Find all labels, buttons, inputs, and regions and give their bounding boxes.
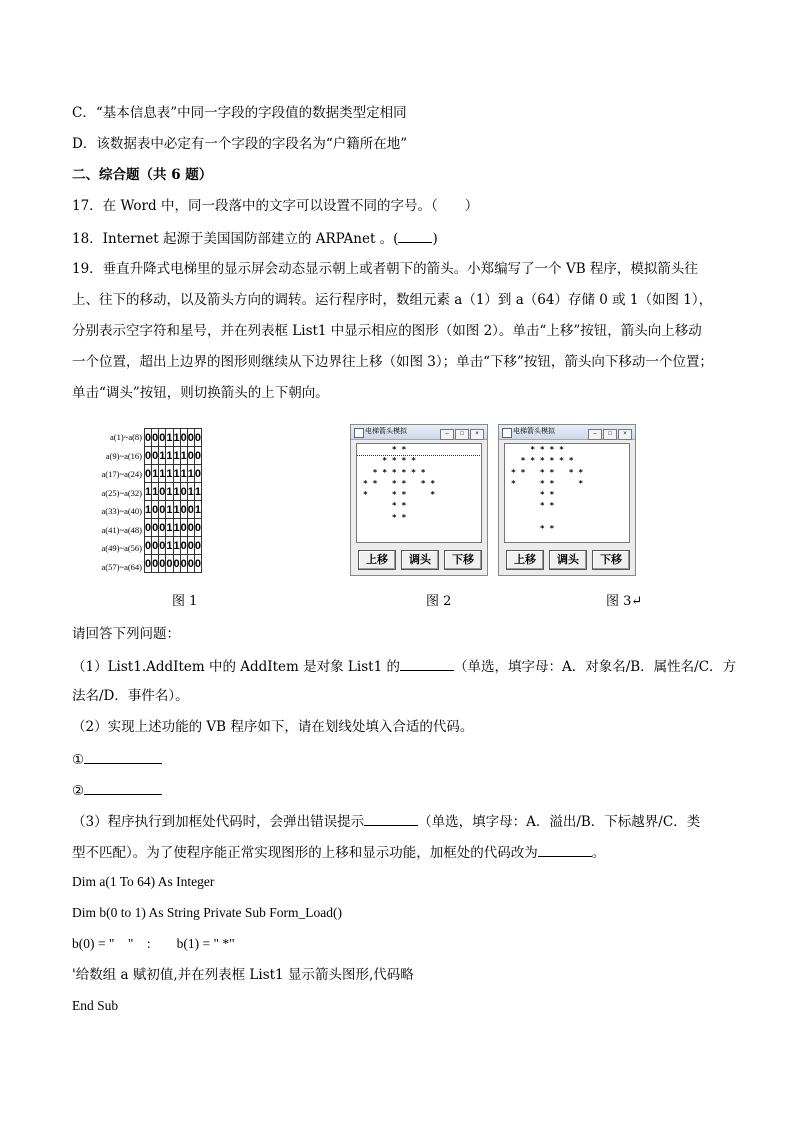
grid-row	[145, 501, 202, 519]
grid-cell: 0	[187, 447, 194, 465]
code-line-5: End Sub	[72, 998, 119, 1013]
grid-cell: 0	[152, 447, 159, 465]
grid-cell: 1	[194, 483, 201, 501]
part-3-end: 。	[591, 845, 606, 861]
row-label: a(9)~a(16)	[105, 450, 142, 461]
part-1-text: （1）List1.AddItem 中的 AddItem 是对象 List1 的	[72, 659, 400, 675]
answer-blank-1[interactable]	[400, 656, 454, 671]
grid-cell: 1	[173, 519, 180, 537]
figure-1-caption: 图 1	[172, 594, 198, 609]
grid-cell: 0	[152, 519, 159, 537]
grid-cell: 0	[166, 555, 173, 573]
grid-cell: 0	[187, 429, 194, 447]
grid-cell: 0	[187, 555, 194, 573]
window-title: 电梯箭头模拟	[513, 428, 555, 435]
grid-cell: 1	[173, 447, 180, 465]
app-icon	[354, 428, 364, 438]
grid-cell: 0	[180, 483, 187, 501]
grid-cell: 1	[187, 465, 194, 483]
grid-cell: 1	[180, 465, 187, 483]
grid-cell: 0	[152, 429, 159, 447]
list-item[interactable]: * * * *	[363, 490, 436, 500]
section-heading: 二、综合题（共 6 题）	[72, 167, 213, 183]
window-title: 电梯箭头模拟	[365, 428, 407, 435]
move-down-button[interactable]: 下移	[444, 550, 482, 570]
grid-cell: 0	[159, 501, 166, 519]
list-item[interactable]: * * * *	[511, 478, 584, 488]
grid-cell: 0	[145, 519, 152, 537]
grid-cell: 1	[145, 483, 152, 501]
answer-intro: 请回答下列问题：	[72, 626, 180, 642]
grid-cell: 0	[145, 537, 152, 555]
grid-cell: 0	[194, 555, 201, 573]
grid-cell: 0	[145, 465, 152, 483]
question-18-text: 18．Internet 起源于美国国防部建立的 ARPAnet 。(	[72, 231, 399, 247]
answer-blank-3a[interactable]	[364, 811, 418, 826]
grid-cell: 0	[152, 537, 159, 555]
part-3-text: （3）程序执行到加框处代码时，会弹出错误提示	[72, 814, 365, 830]
grid-cell: 0	[152, 501, 159, 519]
code-blank-2	[72, 780, 162, 800]
grid-cell: 0	[159, 537, 166, 555]
grid-cell: 1	[152, 483, 159, 501]
question-19-line-4: 一个位置，超出上边界的图形则继续从下边界往上移（如图 3）；单击“下移”按钮，箭头向下移动一个位置；	[72, 354, 713, 370]
grid-cell: 1	[173, 537, 180, 555]
close-icon[interactable]: ×	[618, 429, 632, 440]
code-blank-1	[72, 749, 162, 769]
list-item[interactable]	[357, 523, 481, 534]
row-label: a(49)~a(56)	[101, 543, 142, 553]
list-item[interactable]: * * * * * *	[511, 467, 584, 477]
grid-row	[145, 447, 202, 465]
figure-3-window	[498, 424, 636, 576]
grid-cell: 1	[159, 465, 166, 483]
figure-1-grid	[144, 428, 202, 573]
figure-1-row-labels	[80, 428, 142, 576]
part-3-text-2: 型不匹配）。为了使程序能正常实现图形的上移和显示功能，加框处的代码改为	[72, 845, 538, 861]
grid-cell: 1	[166, 447, 173, 465]
grid-cell: 0	[152, 555, 159, 573]
grid-cell: 0	[187, 537, 194, 555]
row-label: a(33)~a(40)	[101, 506, 142, 516]
question-18	[72, 228, 438, 248]
code-line-4: '给数组 a 赋初值,并在列表框 List1 显示箭头图形,代码略	[72, 967, 414, 983]
grid-cell: 0	[187, 519, 194, 537]
grid-row	[145, 537, 202, 555]
row-label: a(1)~a(8)	[110, 432, 142, 442]
row-label: a(17)~a(24)	[101, 469, 142, 479]
grid-cell: 0	[180, 555, 187, 573]
grid-cell: 0	[159, 555, 166, 573]
question-19-line-3: 分别表示空字符和星号，并在列表框 List1 中显示相应的图形（如图 2）。单击“上移”按钮，箭头向上移动	[72, 323, 702, 339]
list-item[interactable]: * *	[511, 501, 555, 511]
part-3	[72, 811, 700, 831]
figure-2-window	[350, 424, 488, 576]
circled-2: ②	[72, 783, 85, 799]
grid-cell: 0	[159, 519, 166, 537]
answer-blank-3b[interactable]	[538, 842, 592, 857]
grid-cell: 1	[166, 519, 173, 537]
window-titlebar	[499, 425, 635, 440]
circled-1: ①	[72, 752, 85, 768]
grid-cell: 1	[173, 501, 180, 519]
grid-row	[145, 519, 202, 537]
part-1-cont: 法名/D．事件名）。	[72, 688, 189, 704]
app-icon	[502, 428, 512, 438]
grid-row	[145, 555, 202, 573]
option-d: D．该数据表中必定有一个字段的字段名为“户籍所在地”	[72, 136, 408, 152]
grid-row	[145, 465, 202, 483]
code-line-3	[72, 935, 235, 953]
part-2: （2）实现上述功能的 VB 程序如下，请在划线处填入合适的代码。	[72, 719, 474, 735]
question-19-line-5: 单击“调头”按钮，则切换箭头的上下朝向。	[72, 385, 329, 401]
grid-cell: 0	[194, 537, 201, 555]
list-item[interactable]: * * * * * *	[363, 478, 436, 488]
grid-cell: 1	[173, 465, 180, 483]
list-item[interactable]: * * * *	[511, 445, 564, 454]
grid-row	[145, 429, 202, 447]
grid-cell: 1	[166, 483, 173, 501]
grid-cell: 1	[145, 501, 152, 519]
grid-cell: 1	[187, 483, 194, 501]
grid-cell: 0	[180, 429, 187, 447]
grid-cell: 1	[166, 537, 173, 555]
grid-cell: 1	[166, 429, 173, 447]
question-19-line-2: 上、往下的移动，以及箭头方向的调转。运行程序时，数组元素 a（1）到 a（64）存储 0 或 1（如图 1），	[72, 292, 713, 308]
list-item[interactable]: * * * *	[363, 456, 416, 466]
part-3-cont	[72, 842, 605, 862]
row-label: a(41)~a(48)	[101, 524, 142, 535]
grid-cell: 1	[180, 447, 187, 465]
row-label: a(25)~a(32)	[101, 487, 142, 498]
figure-2-caption: 图 2	[426, 594, 452, 609]
figure-3-caption: 图 3↵	[606, 594, 643, 609]
list1-listbox[interactable]	[356, 443, 482, 543]
grid-cell: 0	[173, 555, 180, 573]
answer-blank-code-1[interactable]	[84, 749, 162, 764]
list-item[interactable]: * * * * * *	[511, 456, 574, 466]
grid-cell: 0	[159, 483, 166, 501]
maximize-icon[interactable]: □	[603, 429, 617, 440]
move-down-button[interactable]: 下移	[592, 550, 630, 570]
list-item[interactable]: * *	[357, 444, 481, 455]
grid-cell: 0	[194, 465, 201, 483]
grid-cell: 1	[166, 465, 173, 483]
move-up-button[interactable]: 上移	[358, 550, 396, 570]
grid-cell: 0	[187, 501, 194, 519]
grid-cell: 1	[173, 429, 180, 447]
code-line-1: Dim a(1 To 64) As Integer	[72, 874, 215, 889]
list1-listbox[interactable]	[504, 443, 630, 543]
question-17: 17．在 Word 中，同一段落中的文字可以设置不同的字号。（ ）	[72, 198, 479, 214]
grid-cell: 1	[159, 447, 166, 465]
grid-cell: 1	[166, 501, 173, 519]
close-icon[interactable]: ×	[470, 429, 484, 440]
code-line-2: Dim b(0 to 1) As String Private Sub Form_Load()	[72, 905, 342, 920]
part-1-options: （单选，填字母：A．对象名/B．属性名/C．方	[453, 659, 737, 675]
grid-cell: 1	[152, 465, 159, 483]
grid-row	[145, 483, 202, 501]
grid-cell: 0	[145, 555, 152, 573]
grid-cell: 0	[194, 429, 201, 447]
turn-around-button[interactable]: 调头	[549, 550, 587, 570]
list-item[interactable]: * *	[511, 524, 555, 534]
grid-cell: 1	[194, 501, 201, 519]
turn-around-button[interactable]: 调头	[401, 550, 439, 570]
answer-blank-code-2[interactable]	[84, 780, 162, 795]
grid-cell: 1	[173, 483, 180, 501]
grid-cell: 0	[194, 519, 201, 537]
list-item[interactable]	[505, 512, 629, 523]
maximize-icon[interactable]: □	[455, 429, 469, 440]
grid-cell: 0	[180, 537, 187, 555]
minimize-icon[interactable]: –	[588, 429, 602, 440]
move-up-button[interactable]: 上移	[506, 550, 544, 570]
grid-cell: 0	[194, 447, 201, 465]
code-b1: b(1) = " *"	[176, 936, 235, 951]
question-19-line-1: 19．垂直升降式电梯里的显示屏会动态显示朝上或者朝下的箭头。小郑编写了一个 VB 程序，模拟箭头往	[72, 261, 698, 277]
grid-cell: 0	[145, 429, 152, 447]
list-item[interactable]: * *	[363, 501, 407, 511]
grid-cell: 0	[180, 501, 187, 519]
option-c: C．“基本信息表”中同一字段的字段值的数据类型定相同	[72, 105, 407, 121]
grid-cell: 0	[180, 519, 187, 537]
window-titlebar	[351, 425, 487, 440]
list-item[interactable]: * * * * * *	[363, 467, 426, 477]
minimize-icon[interactable]: –	[440, 429, 454, 440]
question-18-close: )	[432, 231, 438, 247]
part-1	[72, 656, 736, 676]
part-3-options: （单选，填字母：A．溢出/B．下标越界/C．类	[418, 814, 701, 830]
row-label: a(57)~a(64)	[101, 561, 142, 572]
grid-cell: 0	[145, 447, 152, 465]
code-b0: b(0) = " " :	[72, 936, 151, 951]
list-item[interactable]: * *	[363, 512, 407, 522]
answer-blank-18[interactable]	[398, 228, 432, 243]
list-item[interactable]: * *	[511, 490, 555, 500]
grid-cell: 0	[159, 429, 166, 447]
